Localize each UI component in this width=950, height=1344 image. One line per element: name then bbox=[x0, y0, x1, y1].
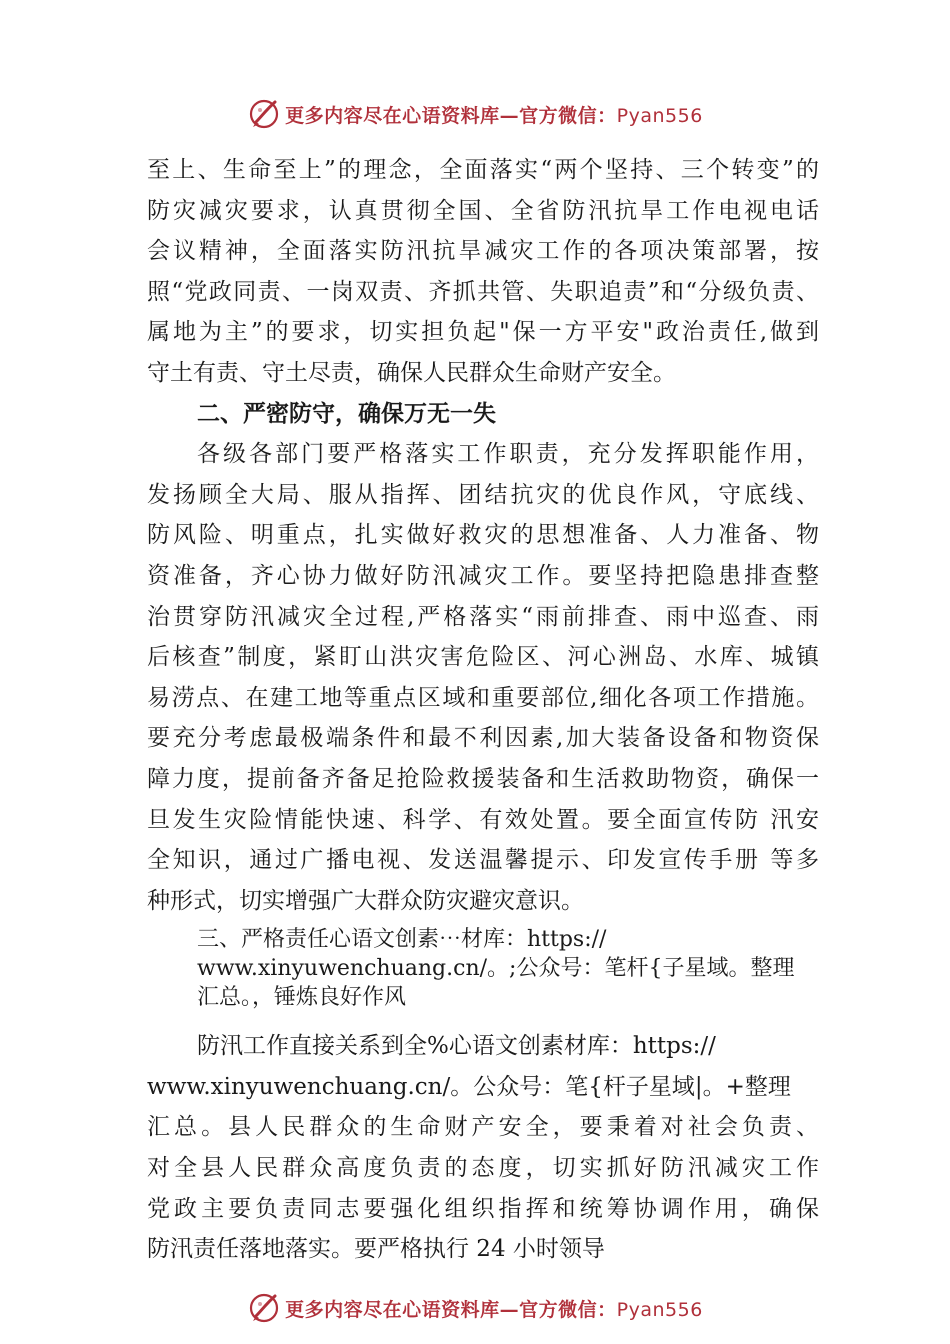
text-line: www.xinyuwenchuang.cn/。;公众号：笔杆{子星域。整理 bbox=[197, 956, 795, 982]
text-line: 旦发生灾险情能快速、科学、有效处置。要全面宣传防 汛安 bbox=[147, 806, 819, 833]
watermark-text: 更多内容尽在心语资料库—官方微信：Pyan556 bbox=[285, 104, 703, 127]
footer-watermark-banner bbox=[0, 1288, 950, 1328]
text-line: 资准备，齐心协力做好防汛减灾工作。要坚持把隐患排查整 bbox=[147, 562, 819, 589]
text-line: 汇总。，锤炼良好作风 bbox=[197, 985, 407, 1011]
text-line: 属地为主”的要求，切实担负起"保一方平安"政治责任,做到 bbox=[147, 319, 819, 346]
text-line: 各级各部门要严格落实工作职责，充分发挥职能作用， bbox=[197, 441, 819, 468]
text-line: 对全县人民群众高度负责的态度，切实抓好防汛减灾工作 bbox=[147, 1155, 819, 1182]
text-line: 治贯穿防汛减灾全过程,严格落实“雨前排查、雨中巡查、雨 bbox=[147, 603, 819, 630]
section-heading-3 bbox=[147, 925, 819, 1012]
document-body bbox=[147, 150, 819, 1270]
text-line: 党政主要负责同志要强化组织指挥和统筹协调作用，确保 bbox=[147, 1195, 819, 1222]
text-line: 种形式，切实增强广大群众防灾避灾意识。 bbox=[147, 887, 584, 914]
text-line: 会议精神，全面落实防汛抗旱减灾工作的各项决策部署，按 bbox=[147, 238, 819, 265]
brush-logo-icon bbox=[247, 1291, 281, 1325]
text-line: 汇总。县人民群众的生命财产安全，要秉着对社会负责、 bbox=[147, 1114, 819, 1141]
section-heading-2: 二、严密防守，确保万无一失 bbox=[197, 400, 496, 427]
text-line: 守土有责、守土尽责，确保人民群众生命财产安全。 bbox=[147, 359, 676, 386]
text-line: 至上、生命至上”的理念，全面落实“两个坚持、三个转变”的 bbox=[147, 157, 819, 183]
text-line: 障力度，提前备齐备足抢险救援装备和生活救助物资，确保一 bbox=[147, 765, 819, 792]
paragraph-2 bbox=[147, 434, 819, 921]
brush-logo-icon bbox=[247, 97, 281, 131]
text-line: www.xinyuwenchuang.cn/。公众号：笔{杆子星域|。+整理 bbox=[147, 1073, 791, 1100]
text-line: 防汛责任落地落实。要严格执行 24 小时领导 bbox=[147, 1236, 605, 1263]
text-line: 三、严格责任心语文创素⋯材库：https:// bbox=[197, 927, 607, 953]
text-line: 防风险、明重点，扎实做好救灾的思想准备、人力准备、物 bbox=[147, 522, 819, 549]
text-line: 防汛工作直接关系到全%心语文创素材库：https:// bbox=[197, 1033, 716, 1060]
text-line: 发扬顾全大局、服从指挥、团结抗灾的优良作风，守底线、 bbox=[147, 481, 819, 508]
header-watermark-banner bbox=[0, 94, 950, 134]
paragraph-1 bbox=[147, 150, 819, 394]
text-line: 防灾减灾要求，认真贯彻全国、全省防汛抗旱工作电视电话 bbox=[147, 197, 819, 224]
text-line: 后核查”制度，紧盯山洪灾害危险区、河心洲岛、水库、城镇 bbox=[147, 644, 819, 671]
text-line: 要充分考虑最极端条件和最不利因素,加大装备设备和物资保 bbox=[147, 725, 819, 752]
paragraph-3 bbox=[147, 1026, 819, 1270]
text-line: 易涝点、在建工地等重点区域和重要部位,细化各项工作措施。 bbox=[147, 684, 819, 711]
text-line: 全知识，通过广播电视、发送温馨提示、印发宣传手册 等多 bbox=[147, 847, 819, 874]
text-line: 照“党政同责、一岗双责、齐抓共管、失职追责”和“分级负责、 bbox=[147, 278, 819, 305]
watermark-text: 更多内容尽在心语资料库—官方微信：Pyan556 bbox=[285, 1298, 703, 1321]
